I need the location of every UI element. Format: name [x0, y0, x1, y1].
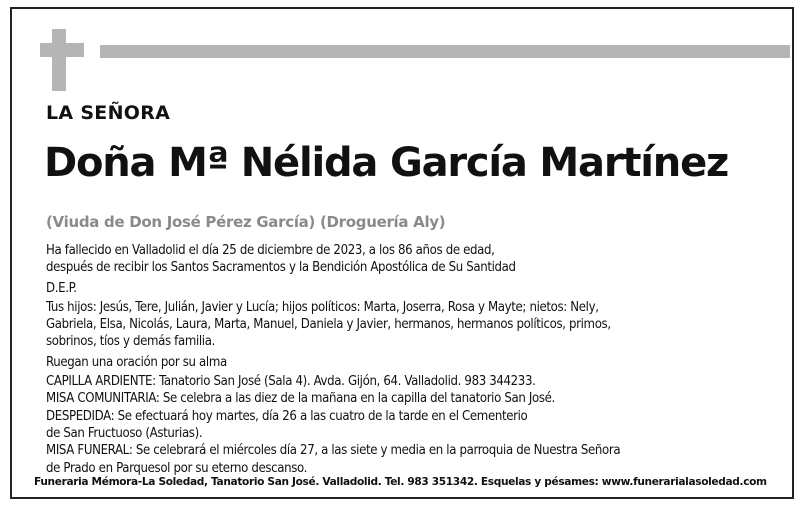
despedida-line: DESPEDIDA: Se efectuará hoy martes, día 26 a las cuatro de la tarde en el Cementerio	[46, 408, 528, 424]
title-label: LA SEÑORA	[46, 102, 171, 124]
capilla-ardiente: CAPILLA ARDIENTE: Tanatorio San José (Sala 4). Avda. Gijón, 64. Valladolid. 983 344233.	[46, 374, 536, 390]
deceased-name: Doña Mª Nélida García Martínez	[44, 140, 729, 186]
family-line: sobrinos, tíos y demás familia.	[46, 334, 215, 350]
cross-horizontal-bar	[40, 43, 84, 57]
funeral-home-footer: Funeraria Mémora-La Soledad, Tanatorio San José. Valladolid. Tel. 983 351342. Esquelas y pésames: www.funerarialasoledad.com	[34, 476, 767, 488]
prayer-request: Ruegan una oración por su alma	[46, 354, 227, 370]
announcement-line: Ha fallecido en Valladolid el día 25 de diciembre de 2023, a los 86 años de edad,	[46, 243, 495, 258]
misa-funeral-line: MISA FUNERAL: Se celebrará el miércoles día 27, a las siete y media en la parroquia de Nuestra Señora	[46, 443, 621, 459]
subtitle: (Viuda de Don José Pérez García) (Droguería Aly)	[46, 213, 446, 231]
obituary-notice	[10, 7, 794, 499]
notice-body	[46, 242, 786, 477]
cross-vertical-bar	[52, 29, 66, 91]
family-line: Tus hijos: Jesús, Tere, Julián, Javier y Lucía; hijos políticos: Marta, Joserra, Rosa y Mayte; nietos: Nely,	[46, 299, 599, 315]
misa-funeral-line: de Prado en Parquesol por su eterno descanso.	[46, 460, 308, 476]
family-line: Gabriela, Elsa, Nicolás, Laura, Marta, Manuel, Daniela y Javier, hermanos, hermanos políticos, primos,	[46, 317, 611, 333]
announcement-line: después de recibir los Santos Sacramentos y la Bendición Apostólica de Su Santidad	[46, 260, 516, 276]
misa-comunitaria: MISA COMUNITARIA: Se celebra a las diez de la mañana en la capilla del tanatorio San José.	[46, 391, 555, 407]
header-rule	[100, 45, 790, 58]
dep-text: D.E.P.	[46, 280, 77, 296]
despedida-line: de San Fructuoso (Asturias).	[46, 425, 203, 441]
